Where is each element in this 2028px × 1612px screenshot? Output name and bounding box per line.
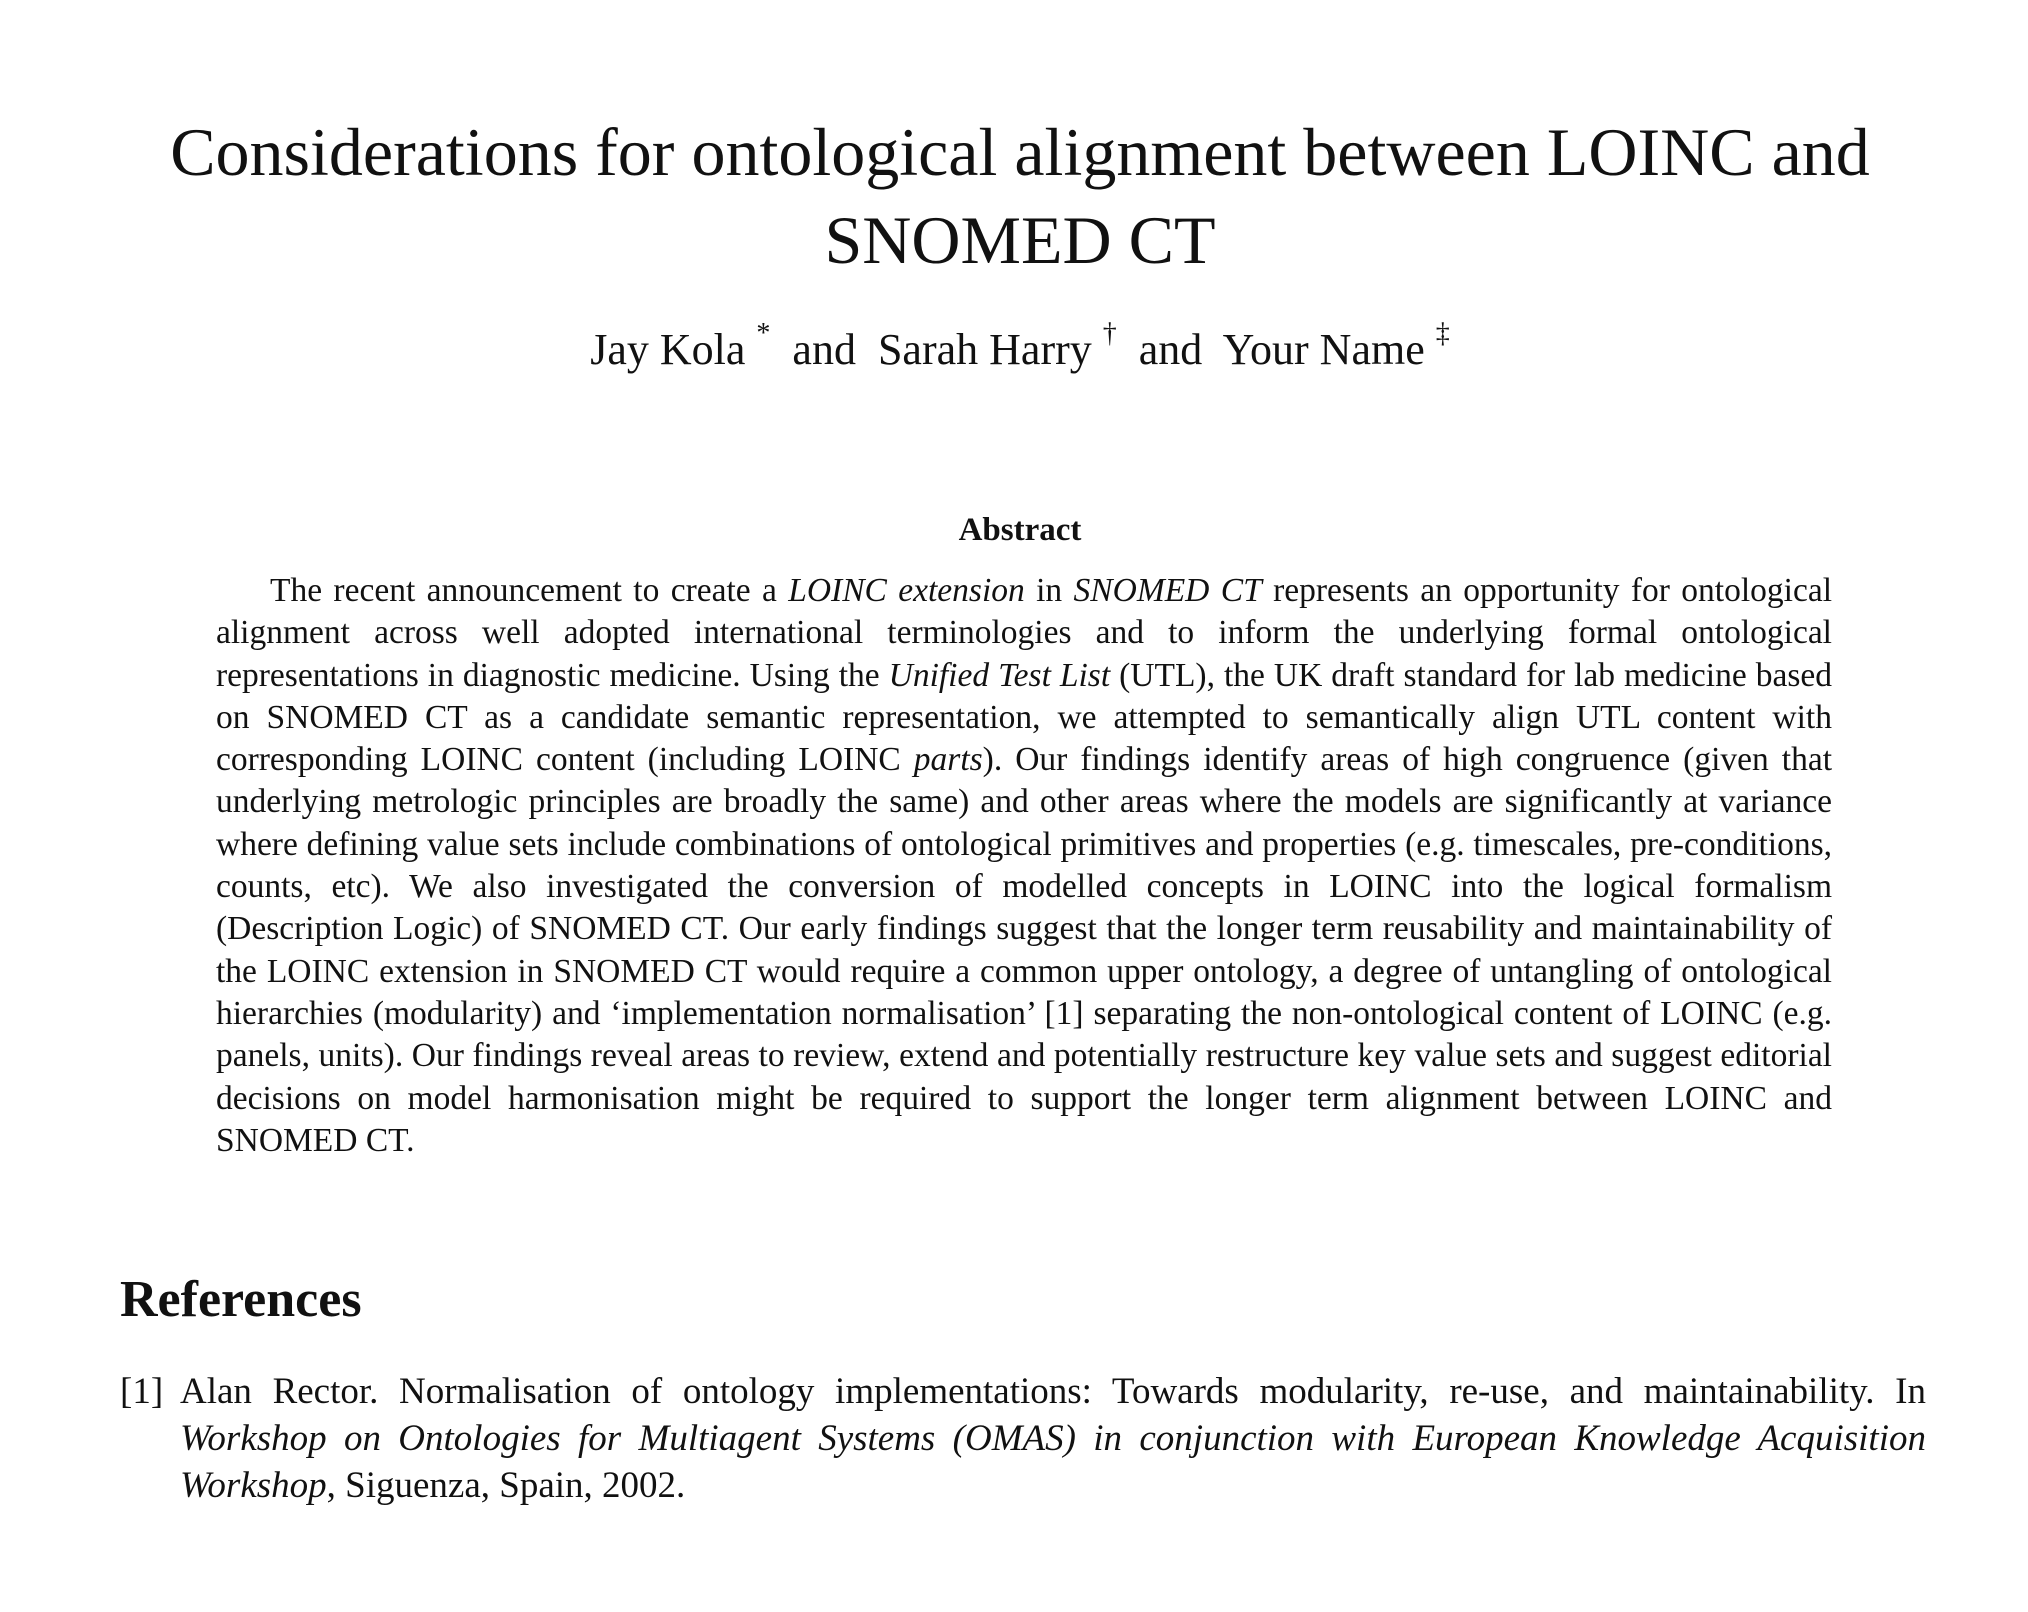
abstract-emphasis: SNOMED CT: [1073, 572, 1262, 609]
references-heading: References: [120, 1271, 362, 1328]
reference-text-segment: Alan Rector. Normalisation of ontology implementations: Towards modularity, re-use, and maintainability. In: [180, 1371, 1926, 1412]
paper-title: [140, 108, 1900, 284]
paper-title-line-2: SNOMED CT: [824, 202, 1216, 278]
author-separator: and: [1127, 325, 1214, 374]
author-name: Jay Kola: [590, 325, 746, 374]
abstract-text: The recent announcement to create a: [270, 572, 789, 609]
author-list: [140, 318, 1900, 376]
abstract-text: in: [1024, 572, 1074, 609]
abstract-emphasis: Unified Test List: [888, 656, 1111, 694]
reference-venue: Workshop on Ontologies for Multiagent Systems (OMAS) in conjunction with European Knowledge Acquisition Workshop: [180, 1418, 1926, 1506]
author-footnote-mark: *: [756, 318, 771, 350]
reference-text: [180, 1368, 1926, 1509]
author-separator: and: [781, 325, 867, 374]
abstract-body: [216, 570, 1832, 1162]
author-name: Your Name: [1222, 325, 1425, 374]
reference-text-segment: , Siguenza, Spain, 2002.: [326, 1465, 686, 1506]
paper-title-line-1: Considerations for ontological alignment between LOINC and: [170, 114, 1870, 190]
author-footnote-mark: †: [1102, 318, 1117, 350]
abstract-text: ). Our findings identify areas of high congruence (given that underlying metrologic principles are broadly the same) and other areas where the models are significantly at variance where defining value sets include combinations of ontological primitives and properties (e.g. timescales, pre-conditions, counts, etc). We also investigated the conversion of modelled concepts in LOINC into the logical formalism (Description Logic) of SNOMED CT. Our early findings suggest that the longer term reusability and maintainability of the LOINC extension in SNOMED CT would require a common upper ontology, a degree of untangling of ontological hierarchies (modularity) and ‘implementation normalisation’ [1] separating the non-ontological content of LOINC (e.g. panels, units). Our findings reveal areas to review, extend and potentially restructure key value sets and suggest editorial decisions on model harmonisation might be required to support the longer term alignment between LOINC and SNOMED CT.: [216, 741, 1833, 1159]
abstract-emphasis: parts: [913, 741, 983, 779]
abstract-text: represents an opportunity for ontological alignment across well adopted international terminologies and to inform the underlying formal ontological representations in diagnostic medicine. Using the: [216, 572, 1833, 694]
reference-label: [1]: [120, 1371, 164, 1412]
abstract-emphasis: LOINC extension: [788, 572, 1025, 609]
author-footnote-mark: ‡: [1435, 318, 1450, 350]
abstract-text: (UTL), the UK draft standard for lab medicine based on SNOMED CT as a candidate semantic representation, we attempted to semantically align UTL content with corresponding LOINC content (including LOINC: [216, 656, 1832, 779]
author-name: Sarah Harry: [877, 325, 1092, 374]
abstract-heading: Abstract: [958, 512, 1082, 548]
